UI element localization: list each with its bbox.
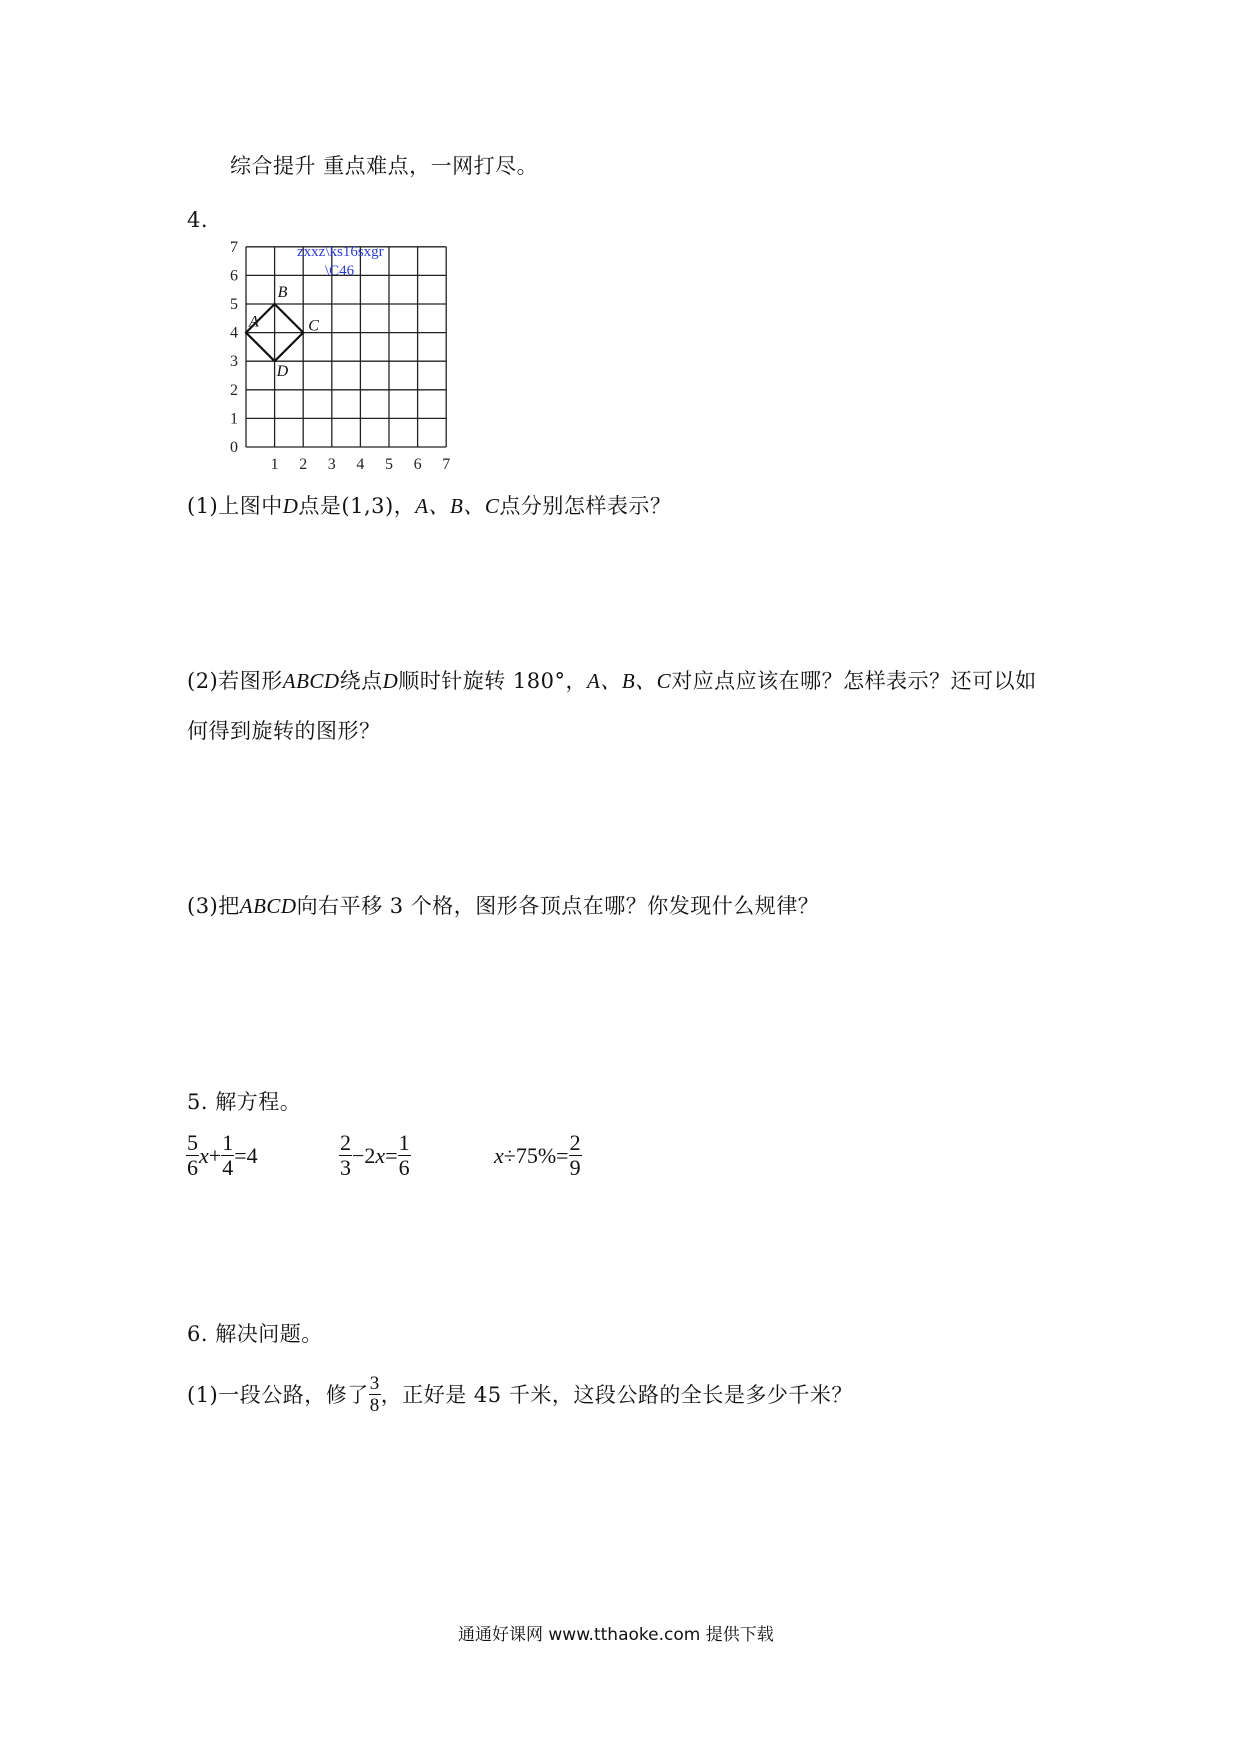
q4-sub3-prefix: (3)把 bbox=[187, 894, 240, 918]
watermark-line-1: zxxz\ks16sxgr bbox=[297, 244, 384, 260]
eq3-fraction bbox=[569, 1132, 582, 1179]
equation-2 bbox=[339, 1132, 411, 1179]
q4-sub1 bbox=[187, 492, 671, 520]
eq1-f2-numerator: 1 bbox=[222, 1130, 234, 1155]
q4-sub1-var: D bbox=[282, 494, 299, 518]
eq3-var: x bbox=[494, 1142, 504, 1168]
eq2-f1-numerator: 2 bbox=[340, 1130, 351, 1155]
q4-sub2-prefix: (2)若图形 bbox=[187, 669, 283, 693]
q6-fraction-numerator: 3 bbox=[369, 1373, 380, 1394]
y-tick-label: 5 bbox=[230, 296, 238, 313]
point-label-a: A bbox=[249, 313, 259, 331]
q6-sub1-end: ，正好是 45 千米，这段公路的全长是多少千米？ bbox=[380, 1382, 853, 1407]
eq1-f1-denominator: 6 bbox=[187, 1155, 198, 1180]
y-tick-label: 1 bbox=[230, 410, 238, 428]
y-tick-label: 3 bbox=[230, 353, 238, 371]
y-tick-label: 0 bbox=[230, 439, 238, 456]
eq2-fraction-1 bbox=[339, 1132, 352, 1179]
q4-sub2-line1 bbox=[187, 667, 1037, 695]
eq2-f1-denominator: 3 bbox=[340, 1155, 351, 1180]
eq1-f1-numerator: 5 bbox=[187, 1130, 198, 1155]
eq2-eqsign: = bbox=[385, 1142, 398, 1168]
eq2-f2-denominator: 6 bbox=[398, 1155, 410, 1180]
q6-sub1-prefix: (1)一段公路，修了 bbox=[187, 1382, 369, 1407]
y-tick-label: 4 bbox=[230, 324, 238, 342]
y-tick-label: 7 bbox=[230, 238, 238, 256]
eq1-rhs: =4 bbox=[234, 1142, 258, 1168]
question-number-4: 4. bbox=[187, 208, 209, 232]
point-label-c: C bbox=[308, 317, 319, 335]
eq2-mid: −2 bbox=[352, 1142, 376, 1168]
q4-sub1-vars: A、B、C bbox=[415, 494, 500, 518]
q4-sub1-suffix: 点是(1,3)， bbox=[298, 494, 416, 518]
x-tick-label: 6 bbox=[413, 456, 422, 473]
section-title: 综合提升 重点难点，一网打尽。 bbox=[230, 154, 539, 178]
watermark bbox=[297, 244, 384, 279]
x-tick-label: 2 bbox=[299, 456, 308, 473]
x-tick-label: 3 bbox=[327, 456, 336, 473]
eq2-var: x bbox=[375, 1142, 386, 1168]
watermark-line-2: \C46 bbox=[325, 263, 355, 279]
q4-sub1-prefix: (1)上图中 bbox=[187, 494, 283, 518]
eq3-denominator: 9 bbox=[569, 1155, 581, 1180]
x-tick-label: 4 bbox=[356, 456, 365, 473]
q6-sub1-fraction bbox=[369, 1374, 381, 1415]
eq1-var: x bbox=[199, 1142, 209, 1168]
x-tick-label: 1 bbox=[270, 456, 279, 473]
equation-3 bbox=[494, 1132, 582, 1179]
q4-sub2-vars: A、B、C bbox=[587, 669, 672, 693]
point-label-b: B bbox=[277, 284, 288, 301]
y-tick-label: 2 bbox=[230, 381, 238, 399]
point-label-d: D bbox=[276, 363, 289, 381]
y-tick-label: 6 bbox=[230, 267, 238, 285]
q4-sub2-var2: D bbox=[382, 669, 399, 693]
question-6-title: 6. 解决问题。 bbox=[187, 1322, 323, 1346]
question-5-title: 5. 解方程。 bbox=[187, 1090, 302, 1114]
q4-sub1-end: 点分别怎样表示？ bbox=[499, 494, 672, 518]
equation-1 bbox=[186, 1132, 258, 1179]
q4-sub3-var: ABCD bbox=[239, 894, 297, 918]
q4-sub3 bbox=[187, 892, 819, 920]
eq1-f2-denominator: 4 bbox=[222, 1155, 234, 1180]
eq2-f2-numerator: 1 bbox=[398, 1130, 410, 1155]
q6-sub1 bbox=[187, 1374, 853, 1415]
eq2-fraction-2 bbox=[398, 1132, 411, 1179]
q4-sub2-mid2: 顺时针旋转 180°， bbox=[398, 669, 588, 693]
q4-sub2-end: 对应点应该在哪？怎样表示？还可以如 bbox=[671, 669, 1037, 693]
footer-text: 通通好课网 www.tthaoke.com 提供下载 bbox=[458, 1625, 774, 1645]
q4-sub2-var1: ABCD bbox=[282, 669, 340, 693]
eq1-fraction-1 bbox=[186, 1132, 199, 1179]
eq1-op: + bbox=[208, 1142, 222, 1168]
eq3-numerator: 2 bbox=[569, 1130, 581, 1155]
eq3-mid: ÷75%= bbox=[503, 1142, 569, 1168]
x-tick-label: 5 bbox=[385, 456, 393, 473]
q4-sub3-end: 向右平移 3 个格，图形各顶点在哪？你发现什么规律？ bbox=[296, 894, 820, 918]
x-tick-label: 7 bbox=[442, 456, 451, 473]
q4-sub2-mid1: 绕点 bbox=[339, 669, 383, 693]
q6-fraction-denominator: 8 bbox=[369, 1395, 380, 1416]
q4-sub2-line2: 何得到旋转的图形？ bbox=[187, 719, 381, 743]
eq1-fraction-2 bbox=[221, 1132, 234, 1179]
coordinate-grid-figure bbox=[222, 238, 462, 474]
